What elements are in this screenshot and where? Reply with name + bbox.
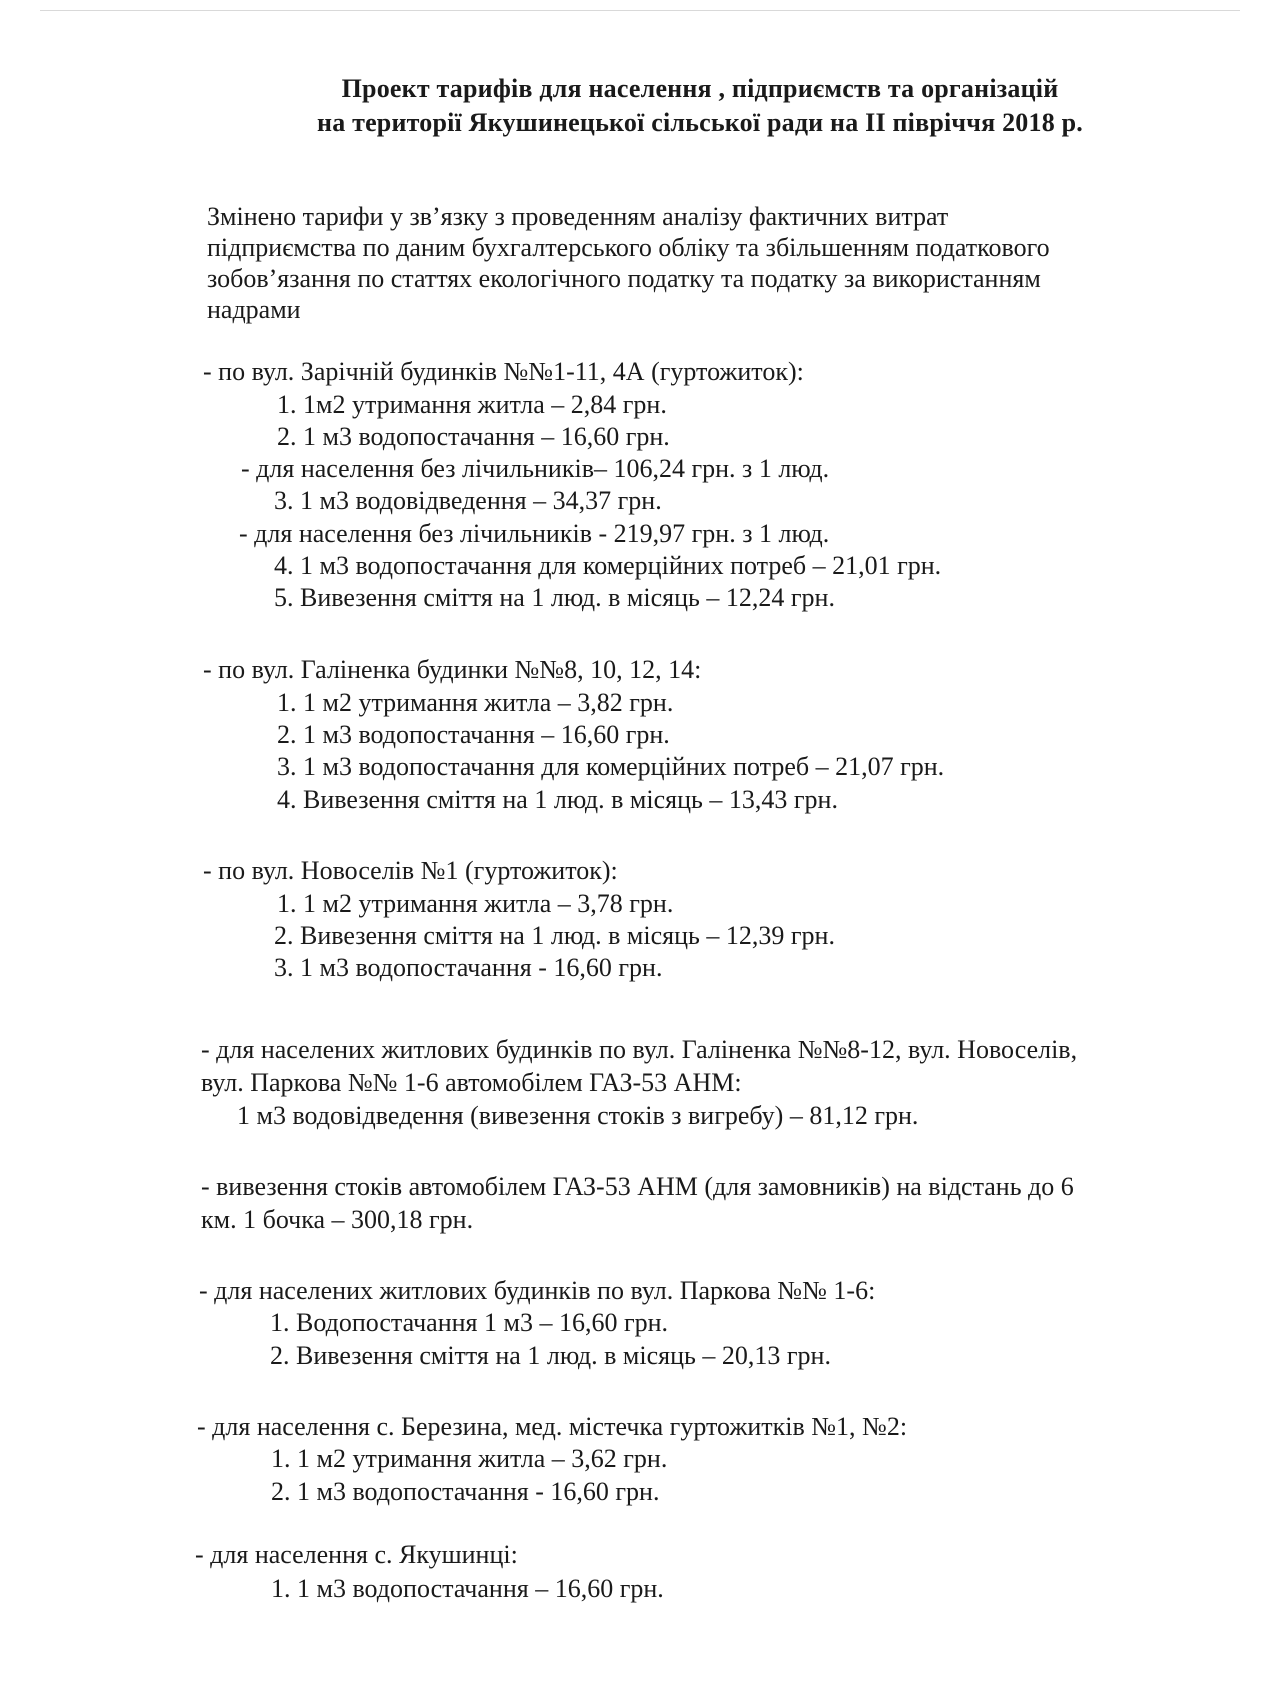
tariff-subitem: - для населення без лічильників– 106,24 грн. з 1 люд.	[241, 454, 830, 483]
tariff-item: 2. 1 м3 водопостачання – 16,60 грн.	[277, 422, 670, 451]
tariff-subitem: - для населення без лічильників - 219,97 грн. з 1 люд.	[239, 519, 830, 548]
intro-line: підприємства по даним бухгалтерського обліку та збільшенням податкового	[207, 233, 1050, 262]
section-gaz-customers-cont: км. 1 бочка – 300,18 грн.	[201, 1205, 474, 1234]
tariff-item: 2. Вивезення сміття на 1 люд. в місяць – 12,39 грн.	[274, 921, 835, 950]
section-heading-parkova: - для населених житлових будинків по вул. Паркова №№ 1-6:	[199, 1276, 876, 1305]
title-line-2: на території Якушинецької сільської ради на ІІ півріччя 2018 р.	[317, 108, 1083, 137]
tariff-item: 3. 1 м3 водопостачання - 16,60 грн.	[274, 953, 663, 982]
tariff-item: 1. 1 м2 утримання житла – 3,62 грн.	[271, 1444, 668, 1473]
section-heading-yakushyntsi: - для населення с. Якушинці:	[195, 1540, 518, 1569]
title-line-1: Проект тарифів для населення , підприємств та організацій	[341, 74, 1059, 103]
tariff-item: 1. 1 м2 утримання житла – 3,82 грн.	[277, 688, 674, 717]
tariff-item: 2. 1 м3 водопостачання - 16,60 грн.	[271, 1477, 660, 1506]
section-heading-berezyna: - для населення с. Березина, мед. містечка гуртожитків №1, №2:	[197, 1412, 908, 1441]
tariff-item: 3. 1 м3 водовідведення – 34,37 грн.	[274, 486, 662, 515]
tariff-item: 2. 1 м3 водопостачання – 16,60 грн.	[277, 720, 670, 749]
intro-line: Змінено тарифи у зв’язку з проведенням аналізу фактичних витрат	[207, 202, 949, 231]
tariff-item: 4. 1 м3 водопостачання для комерційних потреб – 21,01 грн.	[274, 551, 942, 580]
section-heading-novoseliv: - по вул. Новоселів №1 (гуртожиток):	[203, 856, 618, 885]
tariff-item: 1. 1м2 утримання житла – 2,84 грн.	[277, 390, 667, 419]
tariff-item: 1 м3 водовідведення (вивезення стоків з вигребу) – 81,12 грн.	[237, 1101, 919, 1130]
tariff-item: 4. Вивезення сміття на 1 люд. в місяць – 13,43 грн.	[277, 785, 838, 814]
tariff-item: 1. Водопостачання 1 м3 – 16,60 грн.	[270, 1308, 669, 1337]
tariff-item: 2. Вивезення сміття на 1 люд. в місяць – 20,13 грн.	[270, 1341, 831, 1370]
intro-line: зобов’язання по статтях екологічного податку та податку за використанням	[207, 264, 1041, 293]
tariff-item: 5. Вивезення сміття на 1 люд. в місяць – 12,24 грн.	[274, 583, 835, 612]
section-gaz-customers: - вивезення стоків автомобілем ГАЗ-53 АНМ (для замовників) на відстань до 6	[201, 1172, 1074, 1201]
section-heading-galinenka: - по вул. Галіненка будинки №№8, 10, 12, 14:	[203, 655, 702, 684]
document-title	[200, 72, 1200, 140]
intro-line: надрами	[207, 295, 301, 324]
intro-paragraph	[207, 201, 1197, 325]
section-heading-gaz-houses-cont: вул. Паркова №№ 1-6 автомобілем ГАЗ-53 АНМ:	[201, 1068, 742, 1097]
scan-top-edge	[40, 10, 1240, 11]
section-heading-zarichna: - по вул. Зарічній будинків №№1-11, 4А (гуртожиток):	[203, 357, 804, 386]
tariff-item: 3. 1 м3 водопостачання для комерційних потреб – 21,07 грн.	[277, 752, 945, 781]
section-heading-gaz-houses: - для населених житлових будинків по вул. Галіненка №№8-12, вул. Новоселів,	[201, 1035, 1078, 1064]
tariff-item: 1. 1 м2 утримання житла – 3,78 грн.	[277, 889, 674, 918]
tariff-item: 1. 1 м3 водопостачання – 16,60 грн.	[271, 1574, 664, 1603]
